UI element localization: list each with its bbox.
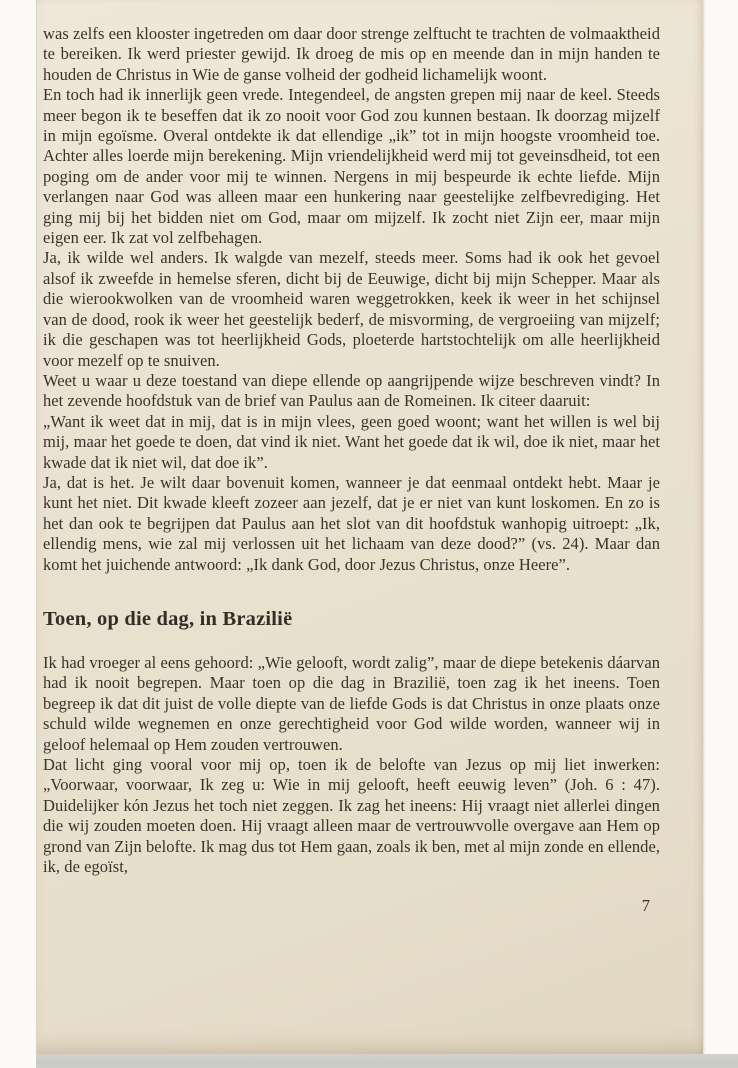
section-text-block — [43, 653, 660, 877]
scanner-edge-strip — [36, 1054, 738, 1068]
page-number: 7 — [641, 896, 650, 916]
paragraph: was zelfs een klooster ingetreden om daar door strenge zelftucht te trachten de volmaaktheid te bereiken. Ik werd priester gewijd. Ik droeg de mis op en meende dan in mijn handen te houden de Christus in Wie de ganse volheid der godheid lichamelijk woont. — [43, 24, 660, 84]
paragraph: Dat licht ging vooral voor mij op, toen ik de belofte van Jezus op mij liet inwerken: „Voorwaar, voorwaar, Ik zeg u: Wie in mij gelooft, heeft eeuwig leven” (Joh. 6 : 47). Duidelijker kón Jezus het toch niet zeggen. Ik zag het ineens: Hij vraagt niet allerlei dingen die wij zouden moeten doen. Hij vraagt alleen maar de vertrouwvolle overgave aan Hem op grond van Zijn belofte. Ik mag dus tot Hem gaan, zoals ik ben, met al mijn zonde en ellende, ik, de egoïst, — [43, 755, 660, 877]
section-heading: Toen, op die dag, in Brazilië — [43, 607, 293, 630]
paragraph: Ik had vroeger al eens gehoord: „Wie gelooft, wordt zalig”, maar de diepe betekenis dáarvan had ik nooit begrepen. Maar toen op die dag in Brazilië, toen zag ik het ineens. Toen begreep ik dat dit juist de volle diepte van de liefde Gods is dat Christus in onze plaats onze schuld wilde wegnemen en onze gerechtigheid voor God wilde worden, wanneer wij in geloof helemaal op Hem zouden vertrouwen. — [43, 652, 660, 754]
paragraph-quote-romans: „Want ik weet dat in mij, dat is in mijn vlees, geen goed woont; want het willen is wel bij mij, maar het goede te doen, dat vind ik niet. Want het goede dat ik wil, doe ik niet, maar het kwade dat ik niet wil, dat doe ik”. — [43, 411, 660, 472]
paragraph: Weet u waar u deze toestand van diepe ellende op aangrijpende wijze beschreven vindt? In het zevende hoofdstuk van de brief van Paulus aan de Romeinen. Ik citeer daaruit: — [43, 370, 660, 411]
paragraph: Ja, dat is het. Je wilt daar bovenuit komen, wanneer je dat eenmaal ontdekt hebt. Maar je kunt het niet. Dit kwade kleeft zozeer aan jezelf, dat je er niet van kunt loskomen. En zo is het dan ook te begrijpen dat Paulus aan het slot van dit hoofdstuk wanhopig uitroept: „Ik, ellendig mens, wie zal mij verlossen uit het lichaam van deze dood?” (vs. 24). Maar dan komt het juichende antwoord: „Ik dank God, door Jezus Christus, onze Heere”. — [43, 472, 660, 574]
paragraph: En toch had ik innerlijk geen vrede. Integendeel, de angsten grepen mij naar de keel. Steeds meer begon ik te beseffen dat ik zo nooit voor God zou kunnen bestaan. Ik doorzag mijzelf in mijn egoïsme. Overal ontdekte ik dat ellendige „ik” tot in mijn hoogste vroomheid toe. Achter alles loerde mijn berekening. Mijn vriendelijkheid werd mij tot geveinsdheid, tot een poging om de ander voor mij te winnen. Nergens in mij bespeurde ik echte liefde. Mijn verlangen naar God was alleen maar een hunkering naar geestelijke zelfbevrediging. Het ging mij bij het bidden niet om God, maar om mijzelf. Ik zocht niet Zijn eer, maar mijn eigen eer. Ik zat vol zelfbehagen. — [43, 85, 660, 248]
main-text-block — [43, 24, 660, 575]
paragraph: Ja, ik wilde wel anders. Ik walgde van mezelf, steeds meer. Soms had ik ook het gevoel alsof ik zweefde in hemelse sferen, dicht bij de Eeuwige, dicht bij mijn Schepper. Maar als die wierookwolken van de vroomheid waren weggetrokken, keek ik weer in het schijnsel van de dood, rook ik weer het geestelijk bederf, de misvorming, de vergroeiing van mijzelf; ik die geschapen was tot heerlijkheid Gods, ploeterde hartstochtelijk om alle heerlijkheid voor mezelf op te snuiven. — [43, 248, 660, 370]
book-page — [36, 0, 703, 1054]
